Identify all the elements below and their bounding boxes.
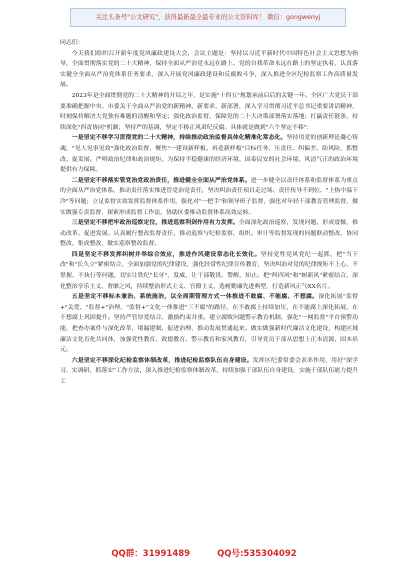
section-heading: 四是坚定不移发挥纠树并举综合效应，推进作风建设常态化长效化。 xyxy=(71,250,261,258)
paragraph: 今天我们组织召开新年度党风廉政建设大会，会议主题是：坚持以习近平新时代中国特色社会主义思想为指导，全面贯彻落实党的二十大精神，保持全面从严治党永远在路上、党的自我革命永远在路上的坚定执着，认真落实健全全面从严治党体系任务要求，深入开展党风廉政建设和反腐败斗争，深入推进全区纪检监察工作高质量发展。 xyxy=(60,50,358,89)
section-body: 坚持党性党风党纪一起抓，把"当下改"和"长久立"紧密结合，全面加强党的纪律建设，强化经常性纪律宣传教育，坚决纠治对党的纪律规矩不上心、不掌握、不执行等问题，切实让铁纪"长牙"、发威，让干部敬畏、警醒、知止。把"纠四风"和"树新风"紧密结合，深化整治享乐主义、奢靡之风，持续整治形式主义、官僚主义，选树勤廉先进典型，打造新风正气XX名片。 xyxy=(60,251,359,290)
speech-document xyxy=(60,38,358,388)
section-heading: 三是坚定不移把牢政治巡察定位，推进巡察利剑作用有力发挥。 xyxy=(71,219,239,227)
paragraph: 2023年是全面贯彻党的二十大精神的开局之年，是实施"十四五"规划承前启后的关键一年。全区广大党员干部要准确把握中央、市委关于全面从严治党的新精神、新要求、新部署，深入学习贯彻习近平总书记重要讲话精神，时刻保持解决大党独有难题的清醒和坚定；强化政治监督，保障党的二十大决策部署落实落地；打赢责任链条，持续深化"四责协同"机制；坚持严的基调，坚定不移正风肃纪反腐。具体就是做到"六个坚定不移"： xyxy=(60,92,358,131)
qq-number: QQ号:535304092 xyxy=(217,549,297,559)
section-paragraph xyxy=(60,250,358,292)
section-paragraph xyxy=(60,218,358,250)
section-paragraph xyxy=(60,292,358,356)
section-body: 进一步健全以责任体系和监督体系为重点的全面从严治党体系。推动责任落实推进管党治党责任，坚决纠治责任项目走过场、责任传导不到位、"上热中温下冷"等问题；立足监督实效发挥监督体系作用，强化对"一把手"和领导班子监督，强化对年轻干部教育管理监督，做实做强专责监督，探索形成监督工作法，协助区委推动监督体系高效运转。 xyxy=(60,177,359,216)
section-heading: 一是坚定不移学习贯彻党的二十大精神，持续推动政治监督具体化精准化常态化。 xyxy=(71,134,287,142)
greeting: 同志们： xyxy=(60,40,84,46)
contact-footer xyxy=(0,547,408,559)
qq-group: QQ群：31991489 xyxy=(111,549,191,559)
section-body: 深化拓展"监督+"关爱、"监督+"治理、"监督+"文化一体推进"三不腐"的路径，在不敢腐上持续加压，在不能腐上深化拓展，在不想腐上巩固提升。坚持严管厚爱结合、激励约束并重。建立腐败问题警示教育机制，强化"一网监督"平台预警功能，把查办案件与深化改革、堵漏建制、促进治理、推动发展贯通起来。做实做强新时代廉洁文化建设，构建区域廉洁文化育化共同体，加强党性教育、政德教育、警示教育和家风教育，引导党员干部从思想上正本清源、固本培元。 xyxy=(60,294,358,354)
section-paragraph xyxy=(60,133,358,175)
section-paragraph xyxy=(60,176,358,218)
section-body: 全面深化政治巡察，发现问题、形成震慑，推动改革、促进发展。认真履行整改监督责任，推动巡察与纪检监察、组织、审计等监督发现的问题联动整改、协同整改、集成整改，做实巡察整改监督。 xyxy=(60,220,359,248)
promo-banner: 关注头条号"公文研究"，获得最新最全最专业的公文资料库！ 微信：gongwenyj xyxy=(70,8,346,27)
section-body: 发挥区纪委常委会表率作用，用好"深学习、实调研、抓落实"工作方法，深入推进纪检监察体制改革，持续加强干部队伍自身建设，实施干部队伍能力提升工 xyxy=(60,357,358,385)
section-heading: 二是坚定不移落实管党治党政治责任，推进健全全面从严治党体系。 xyxy=(71,176,251,184)
section-body: 坚持用党的创新理论凝心铸魂，"见人见事见效"强化政治监督，聚焦"一建设新样板、再造新样板"目标任务，压责任、纠偏差、防风险、抓整改、促发展。严明政治纪律和政治规矩，为保持平稳健康的经济环境、国泰民安的社会环境、风清气正的政治环境提供有力保障。 xyxy=(60,135,359,174)
section-paragraph xyxy=(60,356,358,388)
section-heading: 五是坚定不移标本兼治、系统施治，以全周期管理方式一体推进不敢腐、不能腐、不想腐。 xyxy=(71,293,319,301)
section-heading: 六是坚定不移深化纪检监察体制改革，推进纪检监察队伍自身建设。 xyxy=(71,356,253,364)
